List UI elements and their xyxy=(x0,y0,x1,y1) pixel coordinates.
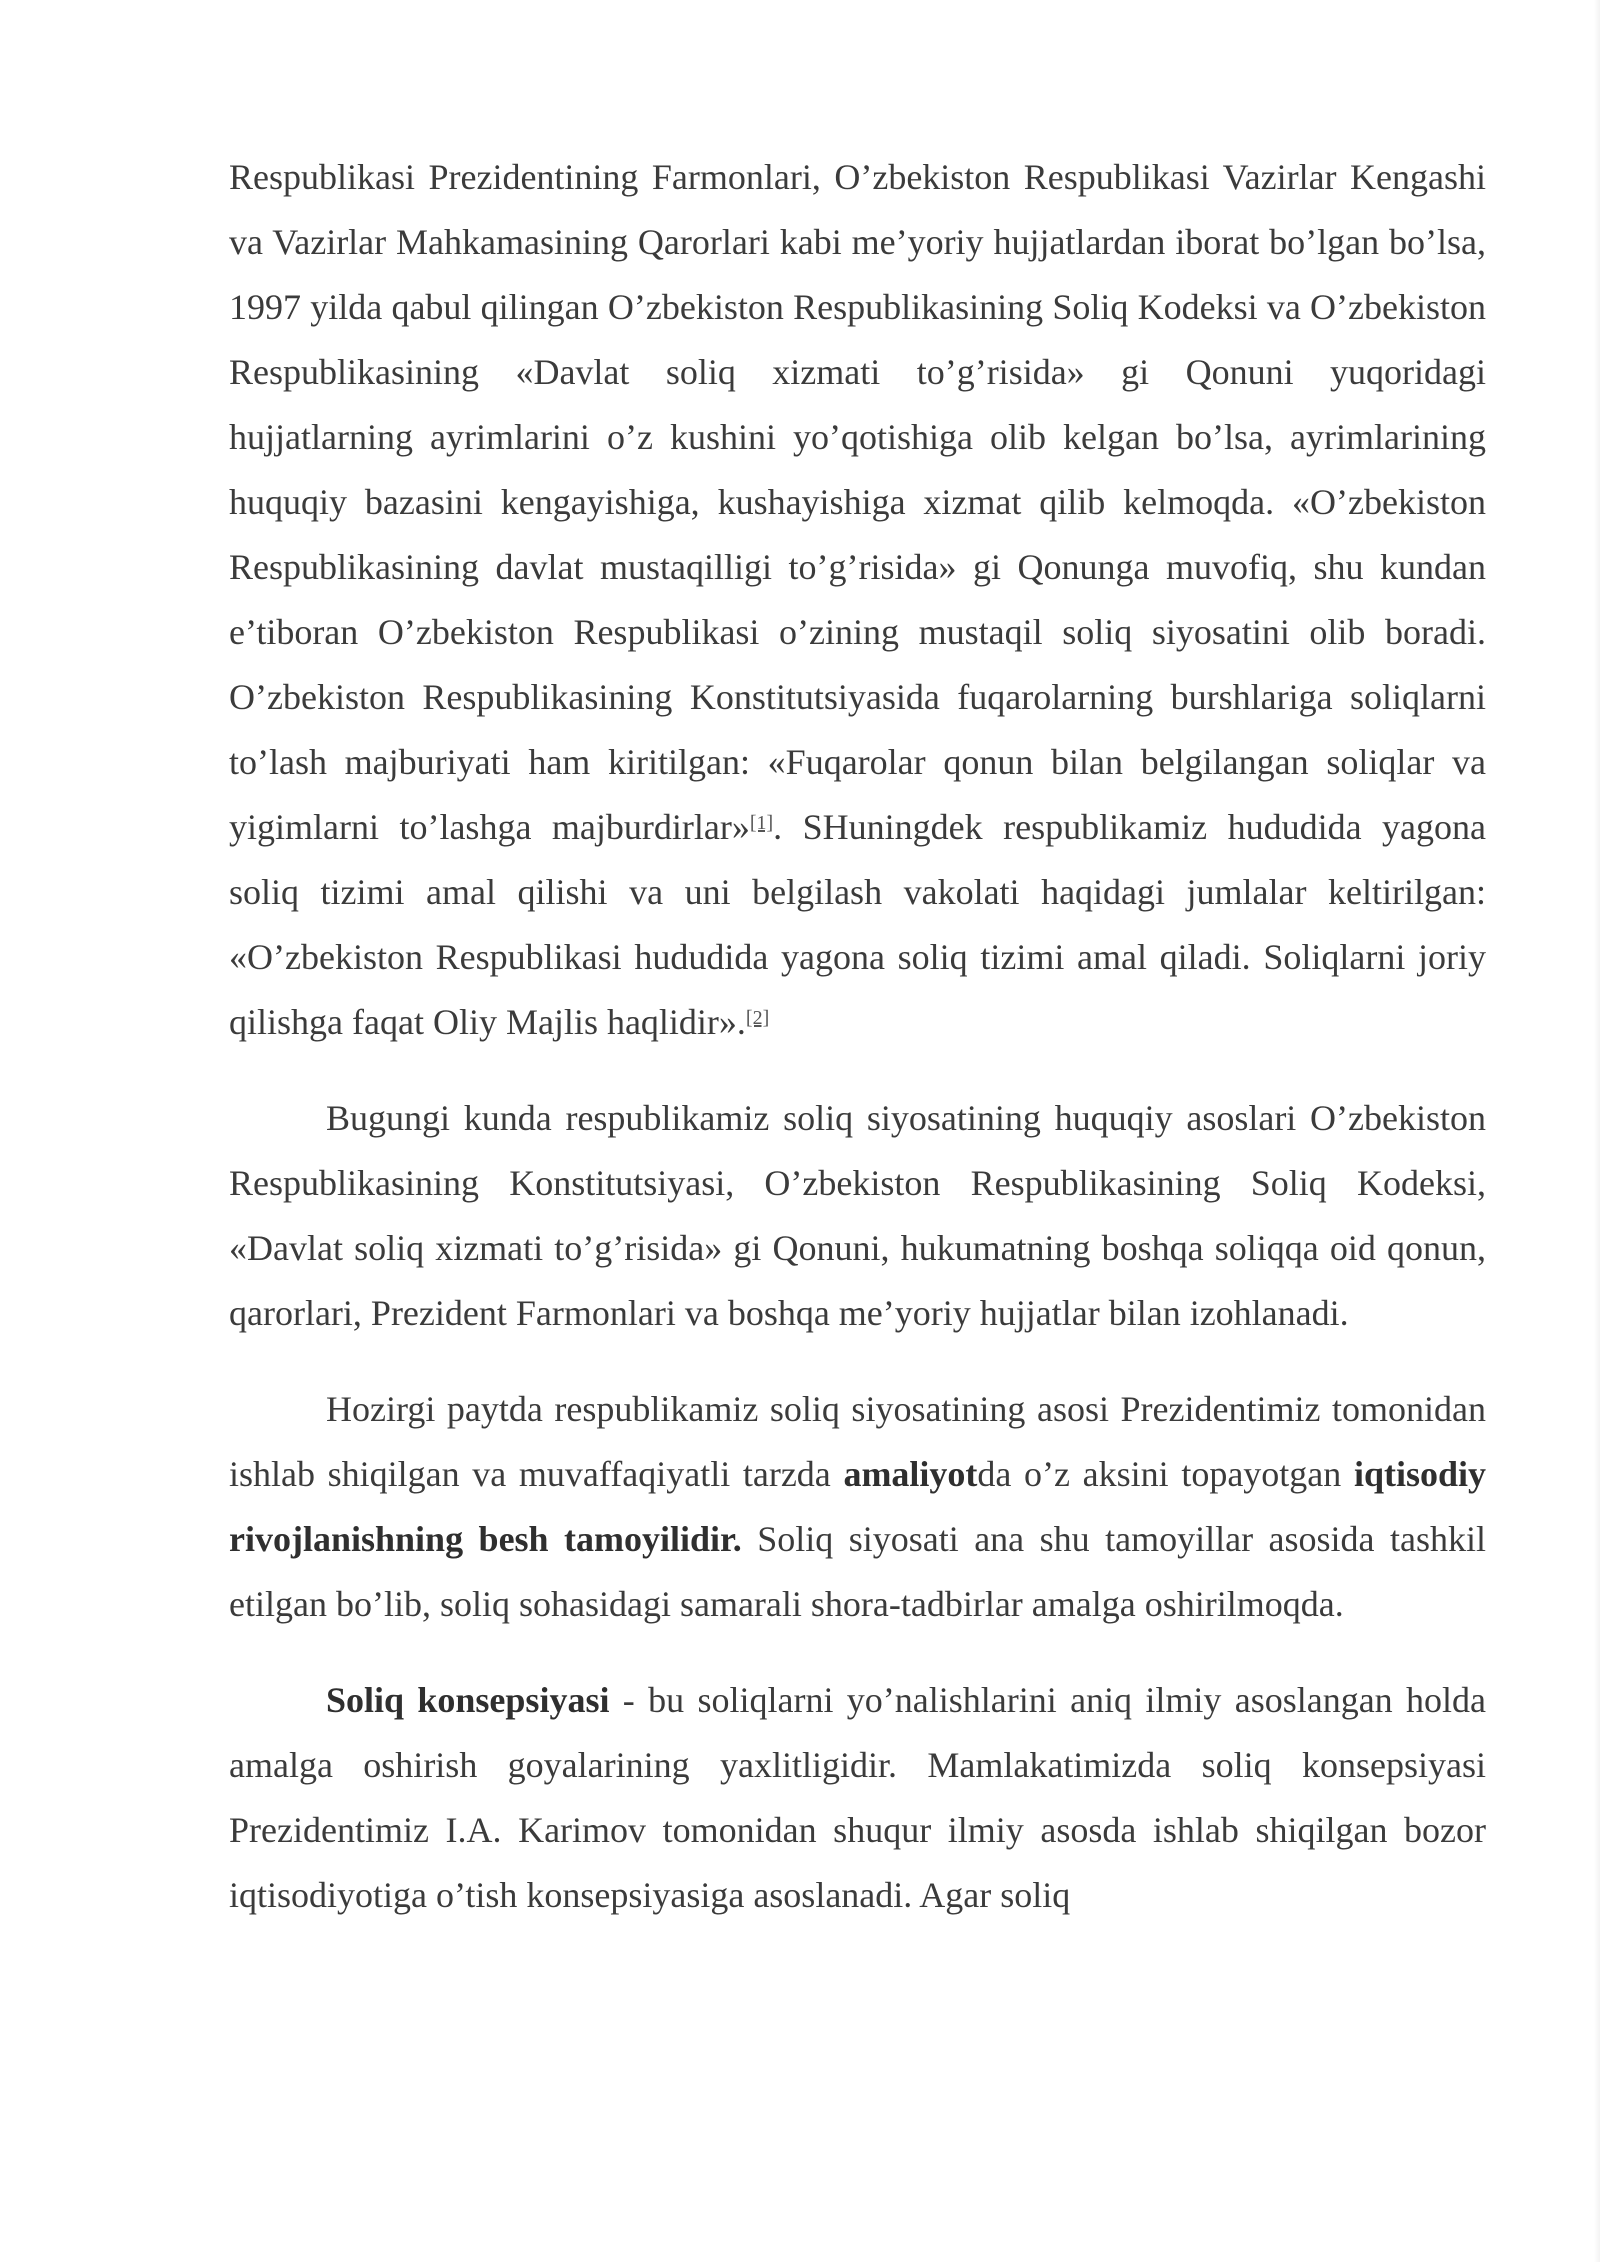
text-run: . SHuningdek respublikamiz hududida yagona soliq tizimi amal qilishi va uni belgilash vakolati haqidagi jumlalar keltirilgan: «O’zbekiston Respublikasi hududida yagona soliq tizimi amal qiladi. Soliqlarni joriy qilishga faqat Oliy Majlis haqlidir». xyxy=(229,807,1486,1042)
text-run: - bu soliqlarni yo’nalishlarini aniq ilmiy asoslangan holda amalga oshirish goyalarining yaxlitligidir. Mamlakatimizda soliq konsepsiyasi Prezidentimiz I.A. Karimov tomonidan shuqur ilmiy asosda ishlab shiqilgan bozor iqtisodiyotiga o’tish konsepsiyasiga asoslanadi. Agar soliq xyxy=(229,1680,1487,1915)
bold-term-tax-concept: Soliq konsepsiyasi xyxy=(326,1680,610,1720)
bold-term-amaliyot: amaliyot xyxy=(843,1454,978,1494)
paragraph-five-principles xyxy=(229,1377,1486,1637)
page-edge-shadow xyxy=(1594,0,1600,2262)
paragraph-tax-concept xyxy=(229,1668,1486,1928)
text-run: Soliq siyosati ana shu tamoyillar asosida tashkil etilgan bo’lib, soliq sohasidagi samarali shora-tadbirlar amalga oshirilmoqda. xyxy=(229,1519,1486,1624)
bold-term-five-principles: iqtisodiy rivojlanishning besh tamoyilidir. xyxy=(229,1454,1486,1559)
document-body xyxy=(229,145,1486,1928)
text-run: Bugungi kunda respublikamiz soliq siyosatining huquqiy asoslari O’zbekiston Respublikasining Konstitutsiyasi, O’zbekiston Respublikasining Soliq Kodeksi, «Davlat soliq xizmati to’g’risida» gi Qonuni, hukumatning boshqa soliqqa oid qonun, qarorlari, Prezident Farmonlari va boshqa me’yoriy hujjatlar bilan izohlanadi. xyxy=(229,1098,1486,1333)
text-run: Hozirgi paytda respublikamiz soliq siyosatining asosi Prezidentimiz tomonidan ishlab shiqilgan va muvaffaqiyatli tarzda xyxy=(229,1389,1486,1494)
footnote-ref-1[interactable]: [1] xyxy=(749,812,774,834)
text-run: Respublikasi Prezidentining Farmonlari, O’zbekiston Respublikasi Vazirlar Kengashi va Vazirlar Mahkamasining Qarorlari kabi me’yoriy hujjatlardan iborat bo’lgan bo’lsa, 1997 yilda qabul qilingan O’zbekiston Respublikasining Soliq Kodeksi va O’zbekiston Respublikasining «Davlat soliq xizmati to’g’risida» gi Qonuni yuqoridagi hujjatlarning ayrimlarini o’z kushini yo’qotishiga olib kelgan bo’lsa, ayrimlarining huquqiy bazasini kengayishiga, kushayishiga xizmat qilib kelmoqda. «O’zbekiston Respublikasining davlat mustaqilligi to’g’risida» gi Qonunga muvofiq, shu kundan e’tiboran O’zbekiston Respublikasi o’zining mustaqil soliq siyosatini olib boradi. O’zbekiston Respublikasining Konstitutsiyasida fuqarolarning burshlariga soliqlarni to’lash majburiyati ham kiritilgan: «Fuqarolar qonun bilan belgilangan soliqlar va yigimlarni to’lashga majburdirlar» xyxy=(229,157,1486,847)
text-run: da o’z aksini topayotgan xyxy=(977,1454,1354,1494)
paragraph-legal-basis xyxy=(229,145,1486,1055)
footnote-ref-2[interactable]: [2] xyxy=(745,1007,770,1029)
paragraph-current-basis xyxy=(229,1086,1486,1346)
